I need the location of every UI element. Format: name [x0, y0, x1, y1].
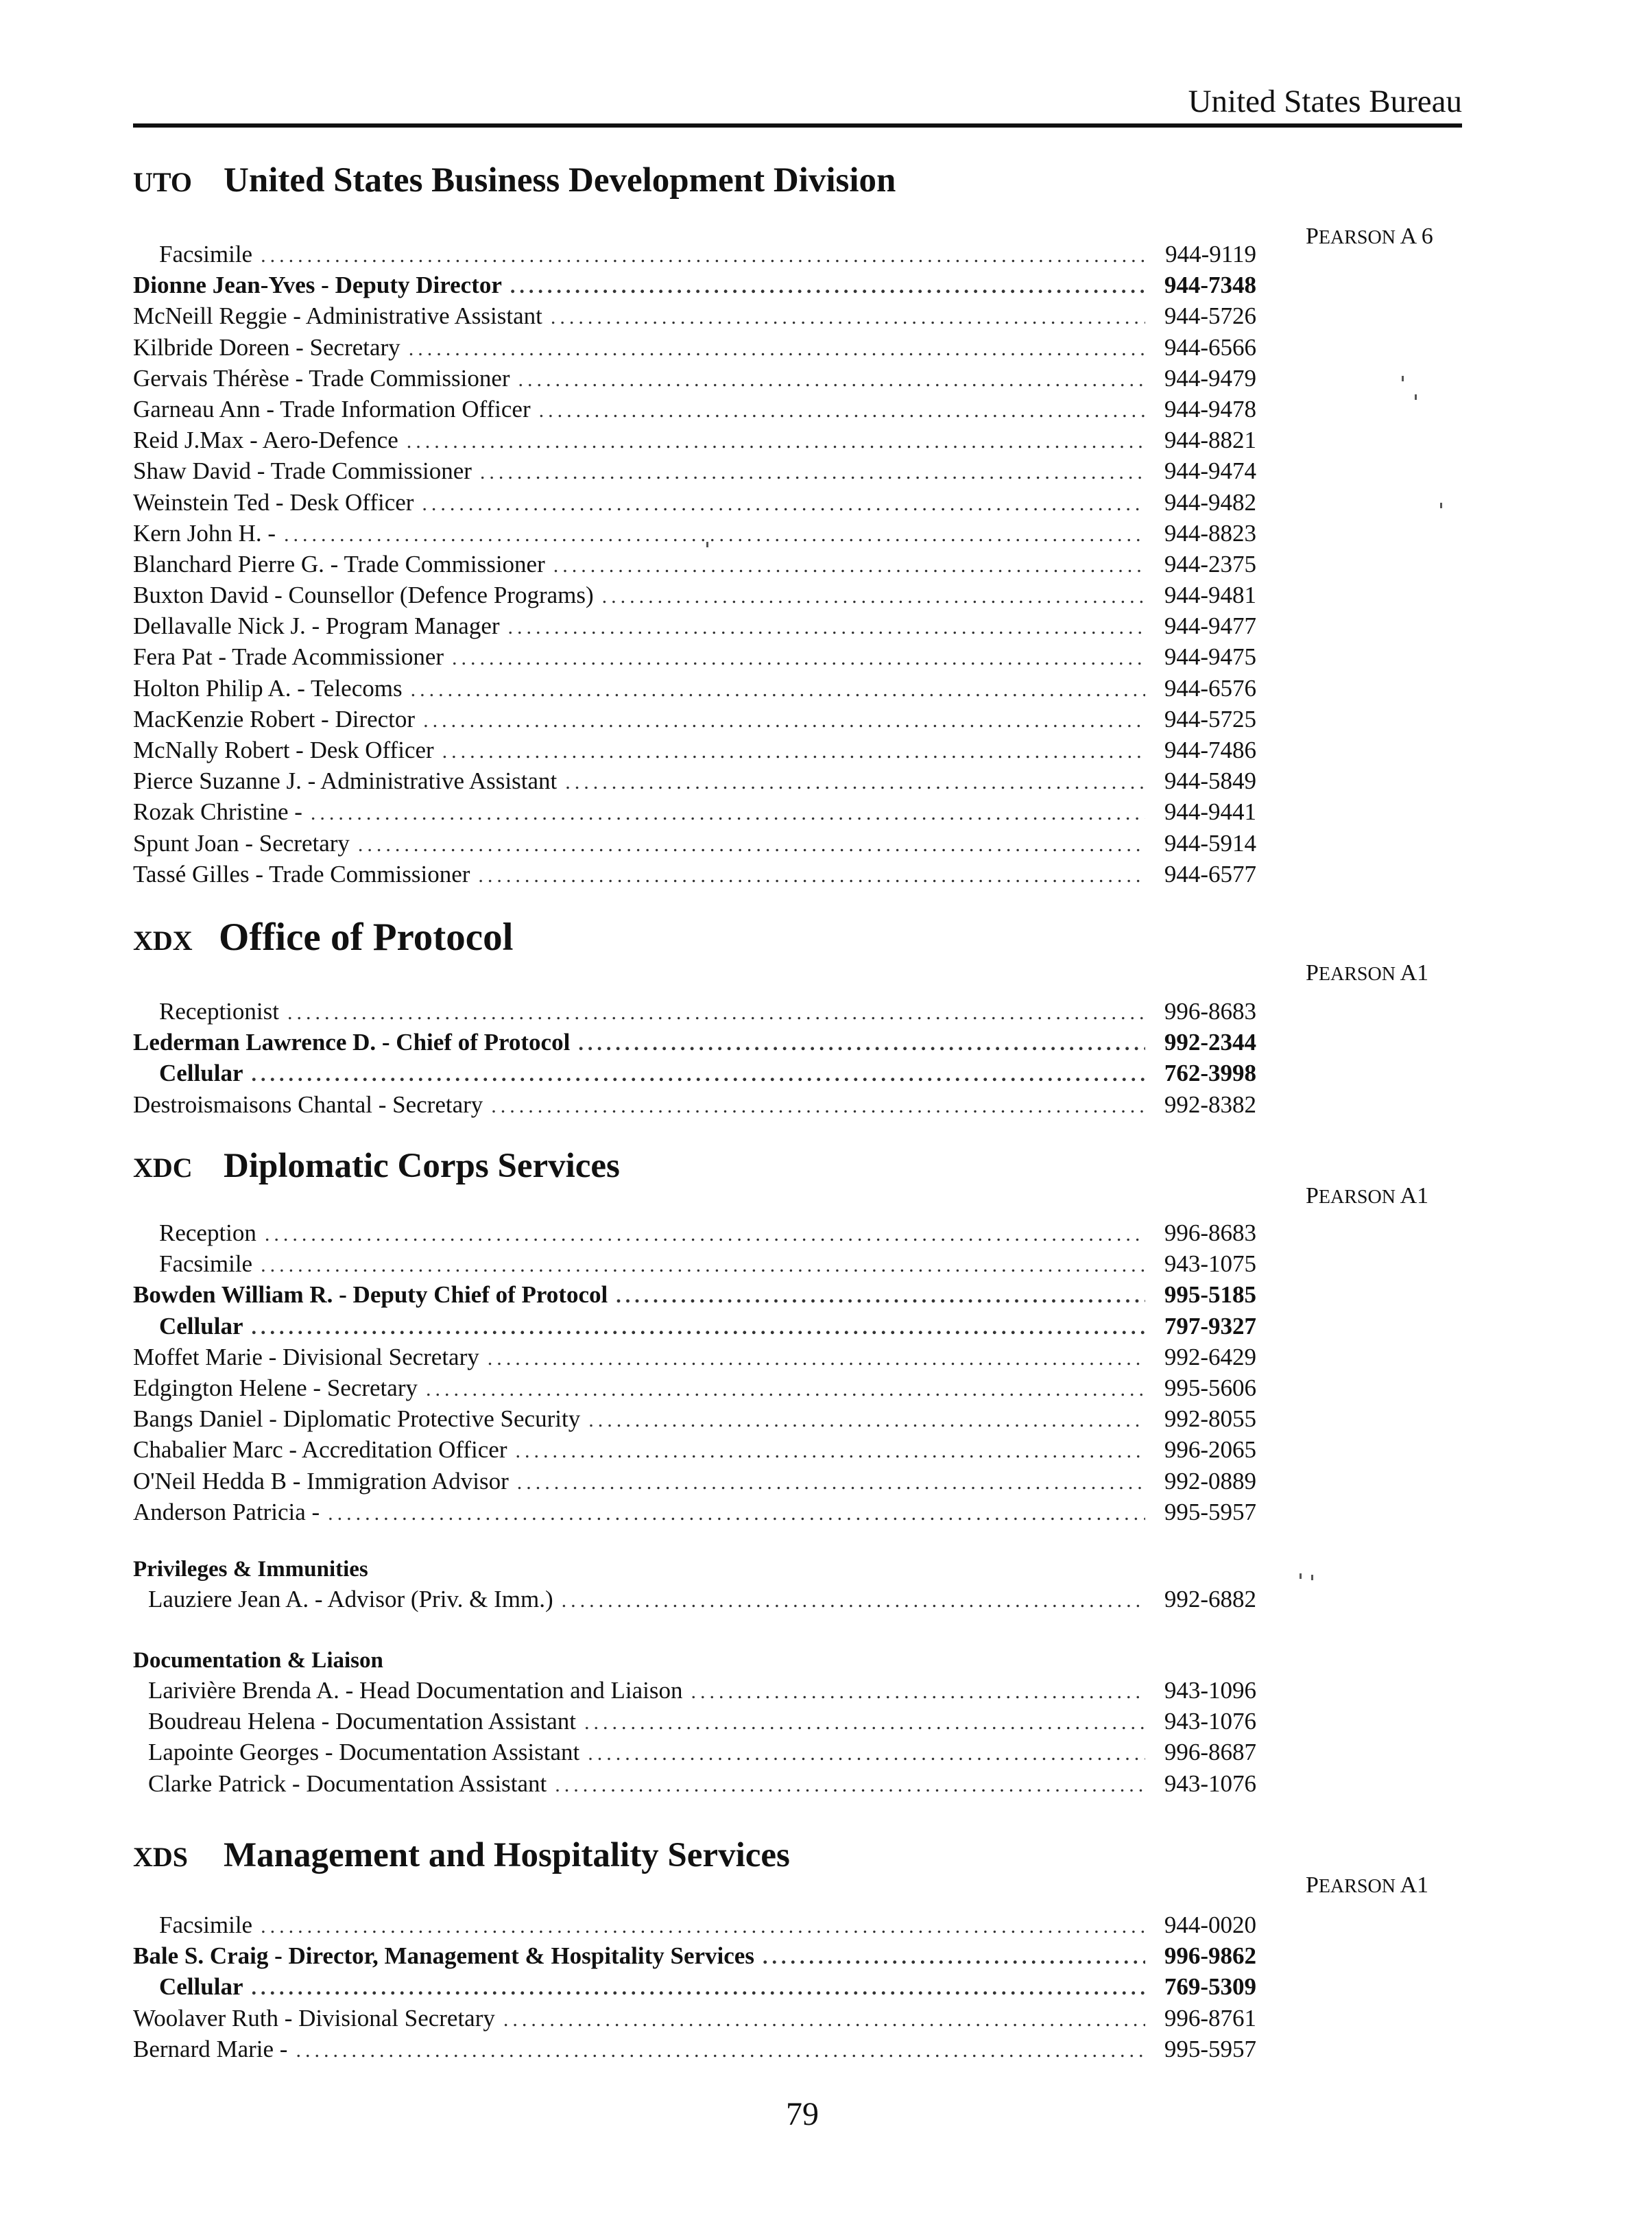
entry-name: Kilbride Doreen - Secretary: [133, 333, 400, 361]
dot-leader: [480, 457, 1145, 488]
entry-list: [133, 239, 1429, 890]
section-uto: [133, 150, 1433, 890]
entry-name: Larivière Brenda A. - Head Documentation and Liaison: [148, 1677, 683, 1704]
directory-entry: [133, 796, 1256, 827]
dot-leader: [588, 1405, 1145, 1436]
directory-entry: [133, 549, 1256, 580]
dot-leader: [488, 1343, 1145, 1374]
entry-phone: 944-9478: [1164, 395, 1256, 422]
directory-entry: [133, 1909, 1256, 1940]
entry-phone: 992-8382: [1164, 1091, 1256, 1118]
entry-phone: 944-9474: [1164, 457, 1256, 485]
dot-leader: [409, 333, 1145, 364]
directory-entry: [133, 1248, 1256, 1279]
section-code: XDS: [133, 1842, 189, 1872]
entry-phone: 944-0020: [1164, 1912, 1256, 1938]
entry-phone: 943-1076: [1164, 1770, 1256, 1797]
location-suffix: A1: [1400, 1183, 1429, 1208]
entry-phone: 944-6576: [1164, 674, 1256, 702]
dot-leader: [423, 705, 1145, 736]
header-rule: [133, 123, 1462, 128]
entry-name: Holton Philip A. - Telecoms: [133, 674, 403, 702]
directory-entry: [133, 2034, 1256, 2064]
location-rest: EARSON: [1318, 964, 1396, 985]
entry-name: Edgington Helene - Secretary: [133, 1374, 418, 1401]
location-suffix: A 6: [1400, 224, 1433, 249]
entry-phone: 996-8683: [1164, 998, 1256, 1025]
dot-leader: [517, 1467, 1145, 1498]
dot-leader: [328, 1498, 1145, 1529]
page-header-title: United States Bureau: [1188, 84, 1462, 119]
dot-leader: [555, 1770, 1145, 1800]
entry-name: MacKenzie Robert - Director: [133, 705, 416, 733]
entry-phone: 797-9327: [1164, 1312, 1256, 1339]
entry-name: Facsimile: [159, 1912, 253, 1938]
dot-leader: [261, 1911, 1145, 1942]
directory-entry: [133, 1403, 1256, 1434]
dot-leader: [261, 1250, 1145, 1281]
dot-leader: [551, 302, 1145, 333]
entry-phone: 944-7486: [1164, 737, 1256, 763]
dot-leader: [251, 1059, 1145, 1090]
entry-phone: 944-2375: [1164, 550, 1256, 577]
dot-leader: [442, 736, 1145, 767]
subgroup-heading: Privileges & Immunities: [133, 1556, 368, 1582]
dot-leader: [584, 1707, 1145, 1738]
directory-entry: [133, 1768, 1256, 1799]
entry-name: Reception: [159, 1219, 256, 1246]
directory-entry: [133, 1089, 1256, 1120]
section-xdx: [133, 907, 1429, 1120]
directory-entry: [133, 1971, 1256, 2002]
location-prefix: P: [1306, 224, 1319, 249]
entry-name: McNally Robert - Desk Officer: [133, 737, 434, 763]
directory-entry: [133, 1217, 1256, 1248]
section-code: XDX: [133, 925, 193, 956]
dot-leader: [616, 1281, 1145, 1311]
entry-phone: 944-8823: [1164, 519, 1256, 547]
directory-entry: [133, 2003, 1256, 2034]
entry-phone: 944-9441: [1164, 798, 1256, 826]
directory-entry: [133, 363, 1256, 394]
entry-phone: 995-5606: [1164, 1374, 1256, 1401]
dot-leader: [251, 1973, 1145, 2003]
entry-name: Bangs Daniel - Diplomatic Protective Security: [133, 1405, 581, 1433]
section-code: XDC: [133, 1152, 193, 1183]
dot-leader: [296, 2035, 1145, 2066]
entry-phone: 944-9475: [1164, 643, 1256, 671]
location-label: [1306, 224, 1433, 250]
entry-name: Receptionist: [159, 998, 279, 1025]
entry-list: [133, 1217, 1429, 1799]
directory-entry: [133, 1058, 1256, 1088]
section-title: [133, 1135, 1429, 1197]
scan-speck: [1415, 394, 1417, 400]
entry-name: Anderson Patricia -: [133, 1498, 320, 1525]
entry-list: [133, 996, 1429, 1120]
dot-leader: [602, 581, 1145, 612]
section-name: Office of Protocol: [219, 916, 514, 959]
location-rest: EARSON: [1318, 227, 1396, 248]
section-title: [133, 1824, 1429, 1886]
entry-name: Facsimile: [159, 1250, 253, 1278]
location-suffix: A1: [1400, 960, 1429, 986]
entry-phone: 995-5957: [1164, 1498, 1256, 1525]
dot-leader: [311, 798, 1145, 829]
entry-name: Cellular: [159, 1312, 243, 1339]
entry-name: Weinstein Ted - Desk Officer: [133, 488, 414, 516]
entry-phone: 944-9481: [1164, 582, 1256, 609]
entry-name: Shaw David - Trade Commissioner: [133, 457, 472, 485]
directory-entry: [133, 1342, 1256, 1372]
section-title: [133, 907, 1429, 968]
dot-leader: [691, 1676, 1145, 1707]
dot-leader: [565, 767, 1145, 798]
directory-entry: [133, 765, 1256, 796]
section-code: UTO: [133, 167, 192, 198]
scan-speck: [1311, 1575, 1313, 1580]
directory-entry: [133, 300, 1256, 331]
dot-leader: [516, 1436, 1146, 1466]
entry-phone: 996-8761: [1164, 2004, 1256, 2032]
directory-entry: [133, 425, 1256, 455]
entry-name: Woolaver Ruth - Divisional Secretary: [133, 2004, 495, 2032]
entry-phone: 944-5849: [1164, 767, 1256, 795]
entry-phone: 944-5725: [1164, 705, 1256, 733]
dot-leader: [508, 612, 1145, 643]
entry-phone: 996-8683: [1164, 1219, 1256, 1246]
entry-phone: 992-0889: [1164, 1467, 1256, 1494]
entry-name: Fera Pat - Trade Acommissioner: [133, 643, 444, 671]
entry-name: Bowden William R. - Deputy Chief of Protocol: [133, 1281, 608, 1309]
location-label: [1306, 1183, 1428, 1209]
entry-name: Garneau Ann - Trade Information Officer: [133, 395, 531, 422]
directory-entry: [133, 1706, 1256, 1737]
dot-leader: [251, 1312, 1145, 1343]
directory-entry: [133, 239, 1256, 270]
entry-name: Tassé Gilles - Trade Commissioner: [133, 860, 470, 888]
scan-speck: [1402, 376, 1404, 381]
entry-name: Blanchard Pierre G. - Trade Commissioner: [133, 550, 545, 577]
entry-phone: 992-6429: [1164, 1343, 1256, 1370]
entry-name: Destroismaisons Chantal - Secretary: [133, 1091, 483, 1118]
entry-phone: 944-6566: [1164, 333, 1256, 361]
entry-phone: 943-1075: [1164, 1250, 1256, 1278]
directory-entry: [133, 1434, 1256, 1465]
directory-entry: [133, 1372, 1256, 1403]
directory-entry: [133, 828, 1256, 859]
entry-name: Kern John H. -: [133, 519, 276, 547]
entry-phone: 762-3998: [1164, 1060, 1256, 1087]
entry-name: Dionne Jean-Yves - Deputy Director: [133, 272, 502, 299]
entry-phone: 944-6577: [1164, 860, 1256, 888]
entry-name: Cellular: [159, 1060, 243, 1087]
directory-entry: [133, 1497, 1256, 1527]
entry-name: Moffet Marie - Divisional Secretary: [133, 1343, 479, 1370]
dot-leader: [358, 829, 1145, 860]
entry-phone: 992-2344: [1164, 1029, 1256, 1056]
directory-entry: [133, 332, 1256, 363]
directory-entry: [133, 1027, 1256, 1058]
dot-leader: [588, 1738, 1145, 1769]
entry-name: Clarke Patrick - Documentation Assistant: [148, 1770, 547, 1797]
directory-entry: [133, 1940, 1256, 1971]
entry-name: Bernard Marie -: [133, 2035, 288, 2062]
dot-leader: [553, 550, 1145, 581]
scan-speck: [706, 542, 708, 547]
directory-entry: [133, 641, 1256, 672]
entry-name: Facsimile: [159, 241, 253, 267]
section-name: Management and Hospitality Services: [224, 1836, 790, 1874]
directory-entry: [133, 1466, 1256, 1497]
entry-name: Chabalier Marc - Accreditation Officer: [133, 1436, 507, 1464]
entry-name: McNeill Reggie - Administrative Assistant: [133, 302, 542, 330]
entry-phone: 944-9479: [1164, 364, 1256, 392]
entry-name: Bale S. Craig - Director, Management & Hospitality Services: [133, 1942, 754, 1970]
subgroup-heading: Documentation & Liaison: [133, 1648, 383, 1674]
section-name: Diplomatic Corps Services: [224, 1147, 620, 1185]
entry-name: Lauziere Jean A. - Advisor (Priv. & Imm.): [148, 1585, 553, 1612]
directory-entry: [133, 1311, 1256, 1342]
dot-leader: [422, 488, 1145, 519]
location-label: [1306, 960, 1428, 986]
entry-phone: 996-2065: [1164, 1436, 1256, 1464]
directory-entry: [133, 270, 1256, 300]
dot-leader: [763, 1942, 1145, 1973]
entry-phone: 992-6882: [1164, 1585, 1256, 1612]
dot-leader: [265, 1219, 1145, 1250]
entry-name: Rozak Christine -: [133, 798, 302, 826]
entry-name: Reid J.Max - Aero-Defence: [133, 427, 398, 454]
section-xdc: [133, 1135, 1429, 1799]
scan-speck: [1300, 1573, 1302, 1579]
location-rest: EARSON: [1318, 1187, 1396, 1208]
directory-entry: [133, 487, 1256, 518]
directory-entry: [133, 1675, 1256, 1706]
entry-name: Pierce Suzanne J. - Administrative Assistant: [133, 767, 558, 795]
dot-leader: [287, 997, 1145, 1028]
directory-entry: [133, 996, 1256, 1027]
directory-entry: [133, 610, 1256, 641]
location-label: [1306, 1872, 1428, 1898]
entry-phone: 943-1076: [1164, 1708, 1256, 1735]
directory-entry: [133, 455, 1256, 486]
directory-entry: [133, 580, 1256, 610]
location-suffix: A1: [1400, 1872, 1429, 1898]
entry-name: Buxton David - Counsellor (Defence Programs): [133, 582, 594, 609]
location-prefix: P: [1306, 1872, 1319, 1898]
dot-leader: [478, 860, 1145, 891]
section-xds: [133, 1824, 1429, 2064]
entry-phone: 996-8687: [1164, 1739, 1256, 1766]
entry-phone: 944-9119: [1165, 241, 1256, 267]
page-number: 79: [786, 2096, 819, 2132]
entry-name: Lapointe Georges - Documentation Assistant: [148, 1739, 580, 1766]
directory-entry: [133, 735, 1256, 765]
location-prefix: P: [1306, 1183, 1319, 1208]
entry-phone: 944-9477: [1164, 612, 1256, 640]
dot-leader: [261, 240, 1145, 271]
entry-list: [133, 1909, 1429, 2064]
entry-phone: 944-9482: [1164, 488, 1256, 516]
entry-phone: 995-5185: [1164, 1281, 1256, 1309]
directory-entry: [133, 1584, 1256, 1615]
dot-leader: [503, 2004, 1145, 2035]
dot-leader: [518, 364, 1145, 395]
entry-phone: 944-7348: [1164, 272, 1256, 299]
entry-name: Lederman Lawrence D. - Chief of Protocol: [133, 1029, 571, 1056]
entry-name: Gervais Thérèse - Trade Commissioner: [133, 364, 510, 392]
directory-entry: [133, 1279, 1256, 1310]
directory-entry: [133, 394, 1256, 425]
dot-leader: [452, 643, 1145, 674]
entry-name: O'Neil Hedda B - Immigration Advisor: [133, 1467, 509, 1494]
entry-name: Cellular: [159, 1973, 243, 2001]
scan-speck: [1440, 503, 1442, 508]
entry-phone: 944-8821: [1164, 427, 1256, 454]
directory-entry: [133, 1737, 1256, 1767]
entry-phone: 995-5957: [1164, 2035, 1256, 2062]
entry-phone: 944-5914: [1164, 829, 1256, 857]
directory-entry: [133, 704, 1256, 735]
dot-leader: [562, 1585, 1145, 1616]
location-rest: EARSON: [1318, 1876, 1396, 1897]
directory-entry: [133, 518, 1256, 549]
section-title: [133, 150, 1429, 211]
directory-entry: [133, 859, 1256, 890]
entry-phone: 943-1096: [1164, 1677, 1256, 1704]
entry-phone: 769-5309: [1164, 1973, 1256, 2001]
dot-leader: [491, 1091, 1145, 1121]
dot-leader: [407, 426, 1145, 457]
dot-leader: [411, 674, 1145, 705]
entry-phone: 944-5726: [1164, 302, 1256, 330]
dot-leader: [426, 1374, 1145, 1405]
entry-name: Dellavalle Nick J. - Program Manager: [133, 612, 500, 640]
section-name: United States Business Development Division: [224, 161, 896, 200]
dot-leader: [539, 395, 1145, 426]
entry-phone: 992-8055: [1164, 1405, 1256, 1433]
entry-phone: 996-9862: [1164, 1942, 1256, 1970]
dot-leader: [578, 1028, 1145, 1059]
entry-name: Spunt Joan - Secretary: [133, 829, 350, 857]
directory-entry: [133, 673, 1256, 704]
dot-leader: [284, 519, 1145, 550]
location-prefix: P: [1306, 960, 1319, 986]
entry-name: Boudreau Helena - Documentation Assistant: [148, 1708, 577, 1735]
dot-leader: [510, 271, 1145, 302]
